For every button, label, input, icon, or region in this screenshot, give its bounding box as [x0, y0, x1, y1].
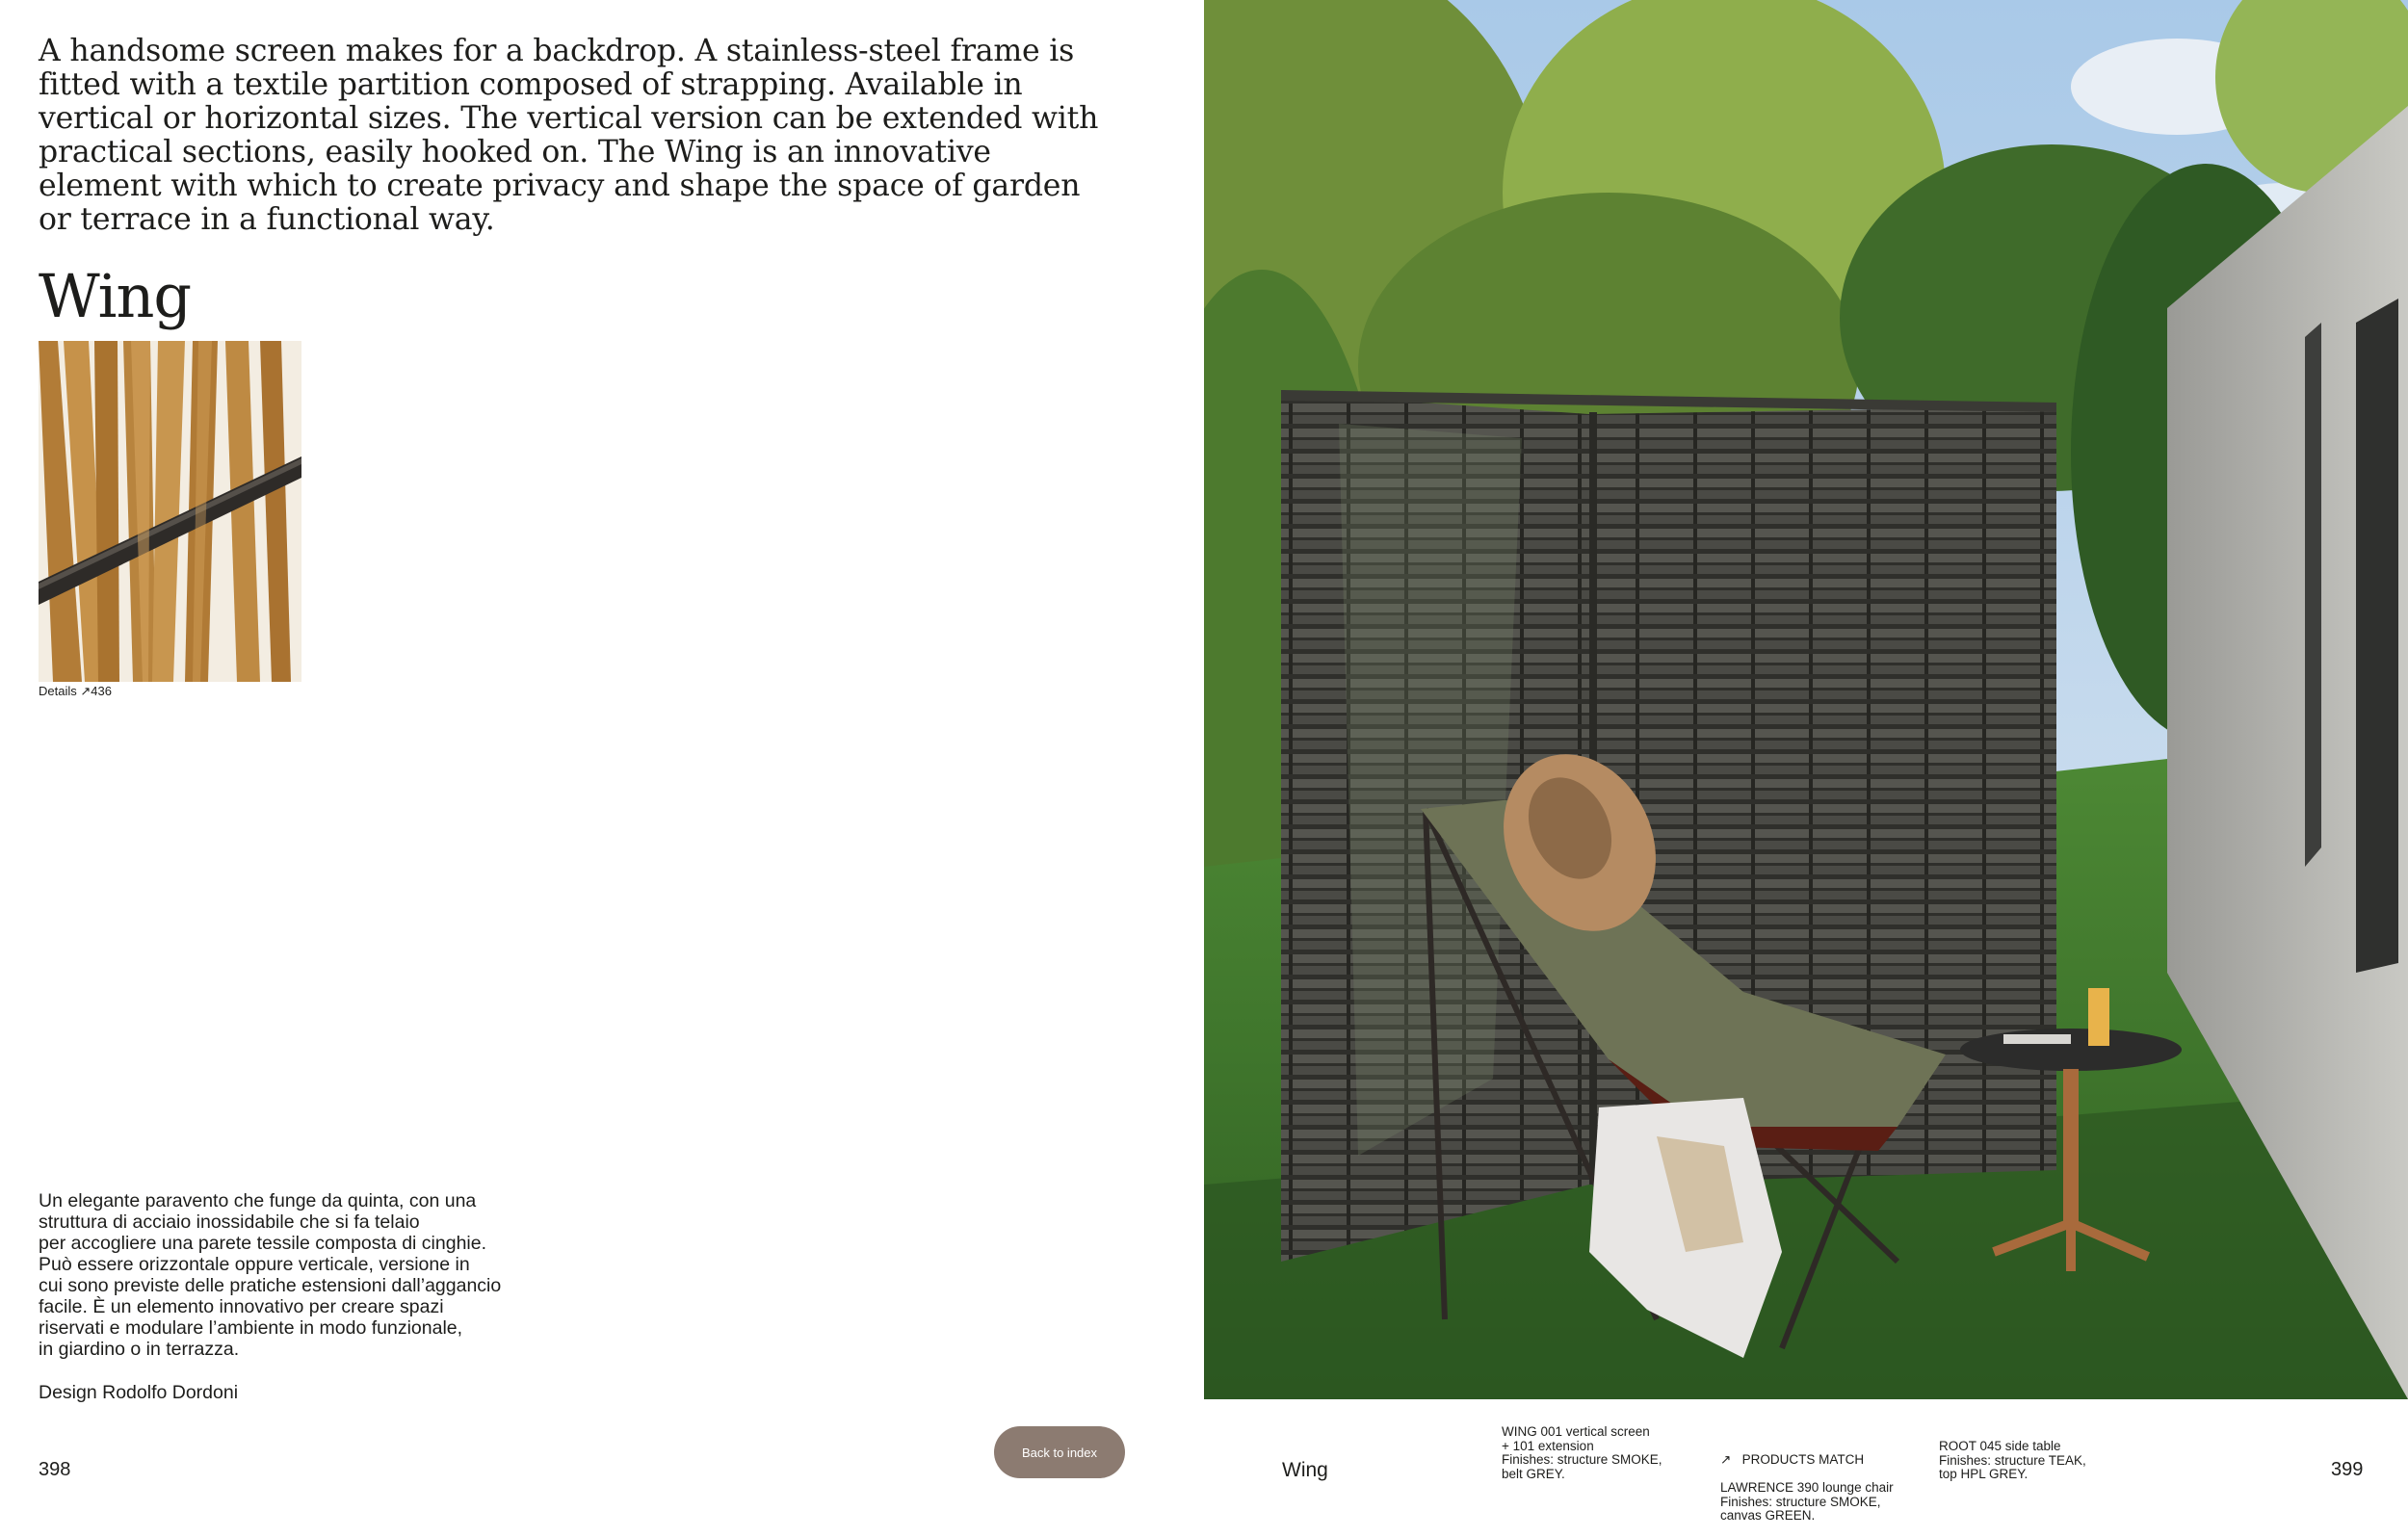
details-label: Details [39, 684, 77, 698]
product-title: Wing [39, 261, 192, 331]
arrow-northeast-icon: ↗ [80, 684, 92, 698]
page-number-left: 398 [39, 1459, 71, 1480]
details-page-number: 436 [91, 684, 112, 698]
caption-chair: LAWRENCE 390 lounge chair Finishes: structure SMOKE, canvas GREEN. [1720, 1480, 1894, 1523]
back-to-index-button[interactable]: Back to index [994, 1426, 1125, 1478]
running-title: Wing [1282, 1459, 1328, 1481]
intro-text: A handsome screen makes for a backdrop. A stainless-steel frame is fitted with a textile partition composed of strapping. Available in vertical or horizontal sizes. The vertical version can be extended with practical sections, easily hooked on. The Wing is an innovative element with which to create privacy and shape the space of garden or terrace in a functional way. [39, 34, 1099, 237]
strap-detail-image [39, 341, 301, 682]
product-photo [1204, 0, 2408, 1399]
italian-description: Un elegante paravento che funge da quinta, con una struttura di acciaio inossidabile che si fa telaio per accogliere una parete tessile composta di cinghie. Può essere orizzontale oppure verticale, versione in cui sono previste delle pratiche estensioni dall’aggancio facile. È un elemento innovativo per creare spazi riservati e modulare l’ambiente in modo funzionale, in giardino o in terrazza. [39, 1190, 502, 1360]
details-reference[interactable] [39, 684, 112, 699]
designer-credit: Design Rodolfo Dordoni [39, 1382, 239, 1403]
page-number-right: 399 [2331, 1459, 2364, 1480]
products-match-heading[interactable] [1720, 1440, 1923, 1468]
caption-table: ROOT 045 side table Finishes: structure TEAK, top HPL GREY. [1939, 1439, 2086, 1481]
caption-products-match [1720, 1425, 1923, 1537]
arrow-northeast-icon: ↗ [1720, 1452, 1732, 1467]
caption-screen: WING 001 vertical screen + 101 extension Finishes: structure SMOKE, belt GREY. [1502, 1424, 1662, 1481]
products-match-label: PRODUCTS MATCH [1741, 1452, 1865, 1467]
